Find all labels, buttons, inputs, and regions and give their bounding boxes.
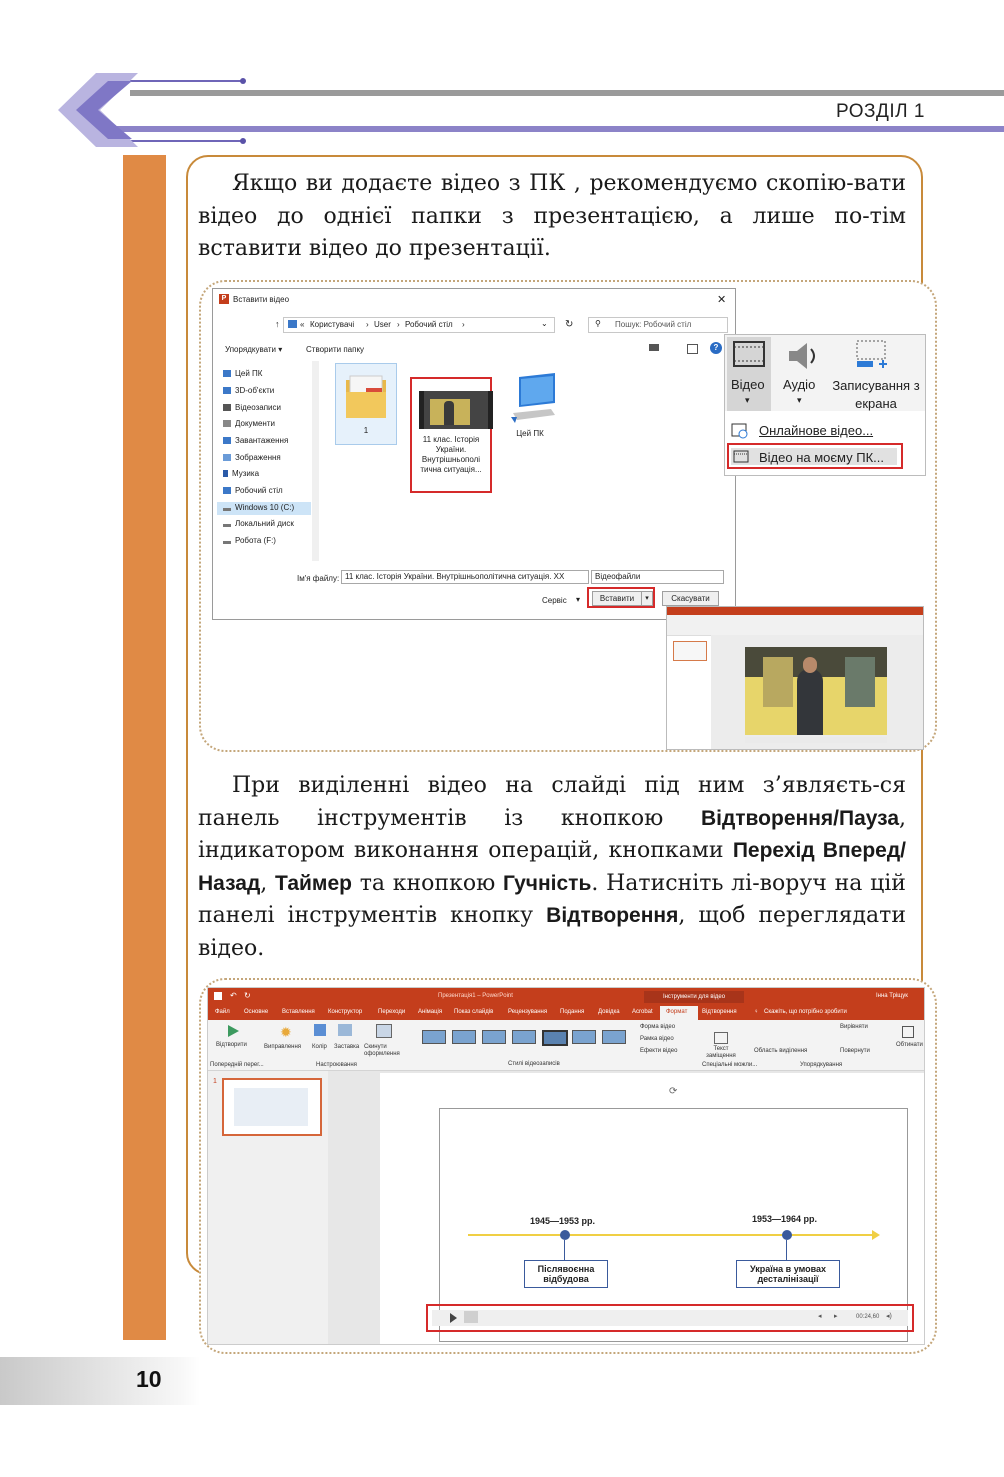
tree-item-3d[interactable]: 3D-об'єкти bbox=[223, 386, 274, 395]
screen-record-button[interactable]: Записування з екрана bbox=[832, 378, 920, 411]
powerpoint-icon: P bbox=[219, 294, 229, 304]
slide-number: 1 bbox=[213, 1078, 217, 1085]
service-menu[interactable]: Сервіс bbox=[542, 596, 567, 605]
selection-pane-button[interactable]: Область виділення bbox=[754, 1048, 808, 1054]
powerpoint-window bbox=[207, 987, 925, 1345]
new-folder-button[interactable]: Створити папку bbox=[306, 345, 365, 354]
rotate-handle-icon[interactable]: ⟳ bbox=[669, 1086, 678, 1097]
address-bar[interactable]: « Користувачі › User › Робочий стіл › ⌄ bbox=[283, 317, 555, 333]
reset-design-button[interactable]: Скинути оформлення bbox=[364, 1044, 400, 1057]
tab-help[interactable]: Довідка bbox=[598, 1009, 620, 1015]
slide-thumbnail[interactable] bbox=[673, 641, 707, 661]
term-timer: Таймер bbox=[275, 871, 352, 895]
term-play: Відтворення bbox=[546, 904, 679, 927]
tree-item-local-disk[interactable]: Локальний диск bbox=[223, 519, 294, 528]
video-button[interactable]: Відео bbox=[731, 377, 765, 392]
group-label-arrange: Упорядкування bbox=[800, 1062, 843, 1068]
file-item-this-pc[interactable]: Цей ПК bbox=[505, 373, 565, 443]
align-button[interactable]: Вирівняти bbox=[840, 1024, 868, 1030]
volume-icon[interactable]: ◂) bbox=[886, 1313, 892, 1320]
group-label-adjust: Настроювання bbox=[316, 1062, 357, 1068]
search-input[interactable]: ⚲ Пошук: Робочий стіл bbox=[588, 317, 728, 333]
video-on-pc-item[interactable]: Відео на моєму ПК... bbox=[759, 450, 884, 465]
video-frame[interactable] bbox=[745, 647, 887, 735]
monitor-icon bbox=[288, 320, 297, 328]
color-icon[interactable] bbox=[314, 1024, 326, 1036]
rotate-button[interactable]: Повернути bbox=[840, 1048, 870, 1054]
tab-review[interactable]: Рецензування bbox=[508, 1009, 548, 1015]
search-icon: ⚲ bbox=[595, 319, 601, 328]
header-rule-thin-top bbox=[130, 80, 245, 82]
term-forward-back: Перехід Вперед/Назад bbox=[198, 839, 907, 895]
tab-file[interactable]: Файл bbox=[215, 1009, 230, 1015]
breadcrumb-0[interactable]: Користувачі bbox=[310, 320, 355, 329]
timeline-box-2: Україна в умовах десталінізації bbox=[736, 1260, 840, 1288]
section-label: РОЗДІЛ 1 bbox=[836, 101, 925, 122]
header-rule-thin-bottom bbox=[130, 140, 245, 142]
video-style-4[interactable] bbox=[512, 1030, 536, 1044]
video-style-6[interactable] bbox=[572, 1030, 596, 1044]
computer-icon bbox=[511, 373, 561, 423]
view-icon[interactable] bbox=[649, 344, 659, 351]
refresh-icon[interactable]: ↻ bbox=[565, 319, 574, 330]
tab-format[interactable]: Формат bbox=[666, 1009, 688, 1015]
video-style-2[interactable] bbox=[452, 1030, 476, 1044]
redo-icon[interactable]: ↻ bbox=[244, 991, 251, 1000]
tab-view[interactable]: Подання bbox=[560, 1009, 585, 1015]
chevron-down-icon[interactable]: ▾ bbox=[745, 395, 750, 405]
insert-video-dialog bbox=[212, 288, 736, 620]
tab-home[interactable]: Основне bbox=[244, 1009, 269, 1015]
tab-animations[interactable]: Анімація bbox=[418, 1009, 443, 1015]
timeline-date-1: 1945—1953 рр. bbox=[530, 1216, 596, 1226]
styles-group-label: Стилі відеозаписів bbox=[508, 1061, 560, 1067]
window-title: Презентація1 – PowerPoint bbox=[438, 993, 513, 999]
file-type-select[interactable]: Відеофайли bbox=[591, 570, 724, 584]
poster-frame-icon[interactable] bbox=[338, 1024, 352, 1036]
tree-item-documents[interactable]: Документи bbox=[223, 419, 275, 428]
tree-item-this-pc[interactable]: Цей ПК bbox=[223, 369, 262, 378]
close-icon[interactable]: ✕ bbox=[717, 294, 727, 306]
help-icon[interactable]: ? bbox=[710, 342, 722, 354]
timeline-marker bbox=[782, 1230, 792, 1240]
organize-button[interactable]: Упорядкувати ▾ bbox=[225, 345, 283, 354]
group-label-accessibility: Спеціальні можли... bbox=[702, 1062, 758, 1068]
insert-button[interactable]: Вставити bbox=[592, 591, 642, 606]
tab-design[interactable]: Конструктор bbox=[328, 1009, 363, 1015]
arrow-up-icon[interactable]: ↑ bbox=[275, 319, 280, 329]
video-shape-button[interactable]: Форма відео bbox=[640, 1024, 676, 1030]
audio-button[interactable]: Аудіо bbox=[783, 377, 816, 392]
term-play-pause: Відтворення/Пауза bbox=[700, 806, 899, 830]
group-label-preview: Попередній перег... bbox=[210, 1062, 264, 1068]
chevron-down-icon[interactable]: ⌄ bbox=[541, 319, 548, 328]
timer: 00:24,60 bbox=[856, 1314, 880, 1320]
online-video-icon bbox=[731, 423, 749, 439]
crop-button[interactable]: Обтинати bbox=[896, 1042, 923, 1048]
chevron-down-icon[interactable]: ▾ bbox=[797, 395, 802, 405]
tab-acrobat[interactable]: Acrobat bbox=[632, 1009, 653, 1015]
chevron-left-icon bbox=[58, 73, 138, 147]
screen-record-icon bbox=[853, 339, 891, 369]
corrections-button[interactable]: Виправлення bbox=[264, 1044, 302, 1050]
crop-icon[interactable] bbox=[902, 1026, 914, 1038]
file-item-folder[interactable]: 1 bbox=[335, 363, 397, 445]
play-icon[interactable] bbox=[450, 1313, 457, 1323]
user-name: Інна Тріщук bbox=[876, 993, 908, 999]
insert-media-dropdown bbox=[724, 334, 926, 476]
tell-me-input[interactable]: Скажіть, що потрібно зробити bbox=[764, 1009, 847, 1015]
film-icon bbox=[733, 341, 765, 367]
video-thumbnail-icon bbox=[419, 391, 493, 429]
folder-icon bbox=[344, 372, 388, 420]
skip-forward-icon[interactable]: ▸ bbox=[834, 1313, 838, 1320]
header-dot bbox=[240, 78, 246, 84]
tree-item-desktop[interactable]: Робочий стіл bbox=[223, 486, 283, 495]
tab-playback[interactable]: Відтворення bbox=[702, 1009, 737, 1015]
ppt-preview bbox=[666, 606, 924, 750]
tab-insert[interactable]: Вставлення bbox=[282, 1009, 315, 1015]
dialog-title: Вставити відео bbox=[233, 295, 290, 304]
speaker-icon bbox=[785, 341, 819, 371]
alt-text-button[interactable]: Текст заміщення bbox=[706, 1046, 736, 1059]
play-button[interactable]: Відтворити bbox=[216, 1042, 247, 1048]
chevron-down-icon[interactable]: ▾ bbox=[576, 595, 581, 604]
tree-item-videos[interactable]: Відеозаписи bbox=[223, 403, 281, 412]
timeline-line bbox=[468, 1234, 878, 1236]
play-icon[interactable] bbox=[226, 1024, 240, 1038]
paragraph-1: Якщо ви додаєте відео з ПК , рекомендуємо скопію-вати відео до однієї папки з презентацією, а лише по-тім вставити відео до презентації. bbox=[198, 171, 906, 261]
video-border-button[interactable]: Рамка відео bbox=[640, 1036, 674, 1042]
term-volume: Гучність bbox=[503, 871, 592, 895]
undo-icon[interactable]: ↶ bbox=[230, 991, 237, 1000]
lightbulb-icon: ♀ bbox=[754, 1009, 759, 1015]
file-name-input[interactable]: 11 клас. Історія України. Внутрішньополітична ситуація. XX bbox=[341, 570, 589, 584]
slide-thumbnail[interactable] bbox=[222, 1078, 322, 1136]
header-rule-purple bbox=[115, 126, 1004, 132]
timeline-marker bbox=[560, 1230, 570, 1240]
page-number-band bbox=[0, 1357, 200, 1405]
header-dot bbox=[240, 138, 246, 144]
page-number: 10 bbox=[136, 1366, 162, 1392]
context-tab-label: Інструменти для відео bbox=[644, 991, 744, 1003]
preview-pane-icon[interactable] bbox=[687, 344, 698, 354]
tree-item-pictures[interactable]: Зображення bbox=[223, 453, 281, 462]
video-effects-button[interactable]: Ефекти відео bbox=[640, 1048, 678, 1054]
paragraph-2: При виділенні відео на слайді під ним з’являєть-ся панель інструментів із кнопкою Відтворення/Пауза, індикатором виконання операцій, кнопками Перехід Вперед/Назад, Таймер та кнопкою Гучність. Натисніть лі-воруч на цій панелі інструментів кнопку Відтворення, щоб переглядати відео. bbox=[198, 773, 907, 961]
cancel-button[interactable]: Скасувати bbox=[662, 591, 719, 606]
tree-item-downloads[interactable]: Завантаження bbox=[223, 436, 288, 445]
progress-indicator[interactable] bbox=[464, 1311, 478, 1323]
save-icon[interactable] bbox=[214, 992, 222, 1000]
file-name-label: Ім'я файлу: bbox=[297, 574, 340, 583]
reset-design-icon[interactable] bbox=[376, 1024, 392, 1038]
video-style-5[interactable] bbox=[542, 1030, 568, 1046]
video-controls[interactable] bbox=[745, 737, 887, 743]
tab-slideshow[interactable]: Показ слайдів bbox=[454, 1009, 494, 1015]
color-button[interactable]: Колір bbox=[312, 1044, 327, 1050]
online-video-item[interactable]: Онлайнове відео... bbox=[759, 423, 874, 438]
tree-scrollbar[interactable] bbox=[312, 361, 319, 561]
arrow-right-icon bbox=[872, 1230, 880, 1240]
breadcrumb-2[interactable]: Робочий стіл bbox=[405, 320, 453, 329]
skip-back-icon[interactable]: ◂ bbox=[818, 1313, 822, 1320]
tree-item-windows-c[interactable]: Windows 10 (C:) bbox=[223, 503, 294, 512]
video-style-1[interactable] bbox=[422, 1030, 446, 1044]
timeline-box-1: Післявоєнна відбудова bbox=[524, 1260, 608, 1288]
breadcrumb-1[interactable]: User bbox=[374, 320, 391, 329]
poster-frame-button[interactable]: Заставка bbox=[334, 1044, 360, 1050]
timeline-date-2: 1953—1964 рр. bbox=[752, 1214, 818, 1224]
tab-transitions[interactable]: Переходи bbox=[378, 1009, 406, 1015]
presenter bbox=[797, 669, 823, 735]
header-rule-gray bbox=[130, 90, 1004, 96]
alt-text-icon[interactable] bbox=[714, 1032, 728, 1044]
video-style-7[interactable] bbox=[602, 1030, 626, 1044]
video-style-3[interactable] bbox=[482, 1030, 506, 1044]
film-icon bbox=[733, 450, 749, 463]
tree-item-music[interactable]: Музика bbox=[223, 469, 259, 478]
corrections-icon[interactable]: ✹ bbox=[280, 1024, 292, 1040]
file-item-video[interactable]: 11 клас. Історія України. Внутрішньополі тична ситуація... bbox=[414, 381, 488, 489]
tree-item-work-f[interactable]: Робота (F:) bbox=[223, 536, 276, 545]
side-accent-bar bbox=[123, 155, 166, 1340]
insert-dropdown-arrow[interactable]: ▾ bbox=[641, 591, 653, 606]
